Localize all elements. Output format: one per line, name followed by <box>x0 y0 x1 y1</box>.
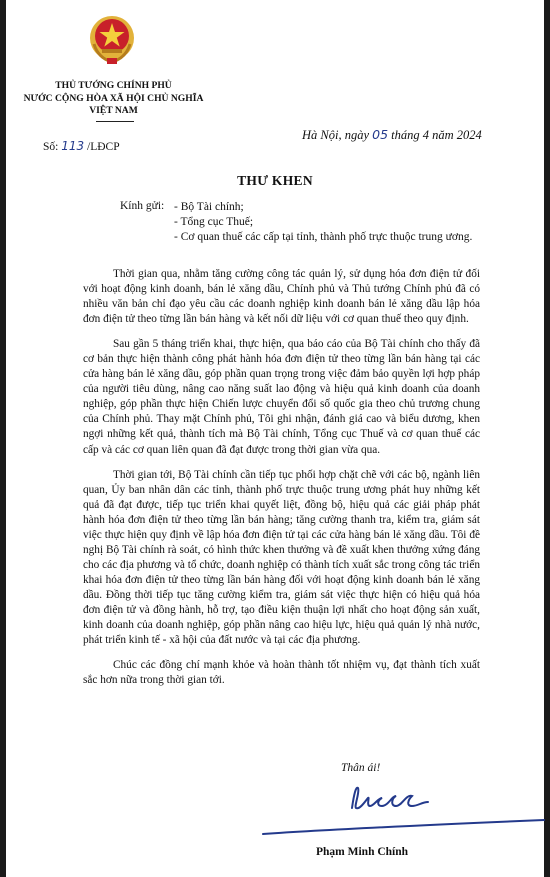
date-day: 05 <box>372 127 389 142</box>
recipient-item: - Tổng cục Thuế; <box>174 216 254 228</box>
document-title: THƯ KHEN <box>237 173 313 188</box>
date-prefix: Hà Nội, ngày <box>302 128 370 142</box>
number-value: 113 <box>61 139 85 153</box>
recipient-item: - Bộ Tài chính; <box>174 201 244 213</box>
signer-name: Phạm Minh Chính <box>316 846 409 858</box>
body-paragraph: Thời gian tới, Bộ Tài chính cần tiếp tục phối hợp chặt chẽ với các bộ, ngành liên quan, Ủy ban nhân dân các tỉnh, thành phố trực thuộc trung ương phát huy những kết quả đã đạt được, tiếp tục triển khai quyết liệt, đồng bộ, hiệu quả các giải pháp phát hành hóa đơn điện tử theo từng lần bán hàng; tăng cường thanh tra, kiểm tra, giám sát việc thực hiện quy định về lập hóa đơn điện tử tại các cửa hàng bán lẻ xăng dầu. Tôi đề nghị Bộ Tài chính rà soát, có hình thức khen thưởng và đề xuất khen thưởng xứng đáng cho các địa phương và tổ chức, doanh nghiệp có thành tích xuất sắc trong công tác triển khai hóa đơn điện tử theo từng lần bán hàng đối với hoạt động kinh doanh bán lẻ xăng dầu. Đồng thời tiếp tục tăng cường kiểm tra, giám sát việc thực hiện có hiệu quả hóa đơn điện tử và đồng hành, hỗ trợ, tạo điều kiện thuận lợi nhất cho hoạt động sản xuất, kinh doanh của doanh nghiệp, góp phần nâng cao hiệu lực, hiệu quả quản lý nhà nước, phát triển kinh tế - xã hội của đất nước và tại các địa phương. <box>83 468 480 647</box>
handwritten-signature <box>344 780 444 814</box>
letter-body <box>83 267 480 698</box>
body-paragraph: Chúc các đồng chí mạnh khỏe và hoàn thành tốt nhiệm vụ, đạt thành tích xuất sắc hơn nữa trong thời gian tới. <box>83 659 480 687</box>
issuer-line2: NƯỚC CỘNG HÒA XÃ HỘI CHỦ NGHĨA <box>23 92 204 104</box>
body-paragraph: Sau gần 5 tháng triển khai, thực hiện, qua báo cáo của Bộ Tài chính cho thấy đã cơ bản thực hiện thành công phát hành hóa đơn điện tử theo từng lần bán hàng tại các cửa hàng bán lẻ xăng dầu, góp phần quan trọng trong việc đảm bảo quyền lợi hợp pháp của người tiêu dùng, nâng cao năng suất lao động và hiệu quả kinh doanh của doanh nghiệp, góp phần thực hiện Chiến lược chuyển đổi số quốc gia theo chủ trương chung của Chính phủ. Thay mặt Chính phủ, Tôi ghi nhận, đánh giá cao và biểu dương, khen ngợi những kết quả, thành tích mà Bộ Tài chính, Tổng cục Thuế và cơ quan thuế các cấp và các cơ quan liên quan đã đạt được trong thời gian vừa qua. <box>83 338 480 456</box>
document-page <box>6 0 544 877</box>
recipients-label: Kính gửi: <box>120 200 165 212</box>
issue-date <box>302 127 482 143</box>
signature-underline <box>261 816 546 838</box>
recipients-list <box>174 200 472 245</box>
issuer-line3: VIỆT NAM <box>89 105 138 116</box>
number-suffix: /LĐCP <box>87 141 120 153</box>
issuer-header <box>16 80 211 118</box>
issuer-divider <box>96 121 134 122</box>
date-suffix: tháng 4 năm 2024 <box>391 128 482 142</box>
sign-off: Thân ái! <box>341 762 381 774</box>
recipient-item: - Cơ quan thuế các cấp tại tỉnh, thành phố trực thuộc trung ương. <box>174 231 473 243</box>
body-paragraph: Thời gian qua, nhằm tăng cường công tác quản lý, sử dụng hóa đơn điện tử đối với hoạt động kinh doanh, bán lẻ xăng dầu, Chính phủ và Thủ tướng Chính phủ đã có nhiều văn bản chỉ đạo yêu cầu các doanh nghiệp kinh doanh bán lẻ xăng dầu lập hóa đơn điện tử theo từng lần bán hàng và kết nối dữ liệu với cơ quan thuế theo quy định. <box>83 268 480 326</box>
number-prefix: Số: <box>43 141 59 153</box>
document-number <box>43 139 120 153</box>
national-emblem-icon <box>88 14 136 66</box>
issuer-line1: THỦ TƯỚNG CHÍNH PHỦ <box>55 80 172 91</box>
